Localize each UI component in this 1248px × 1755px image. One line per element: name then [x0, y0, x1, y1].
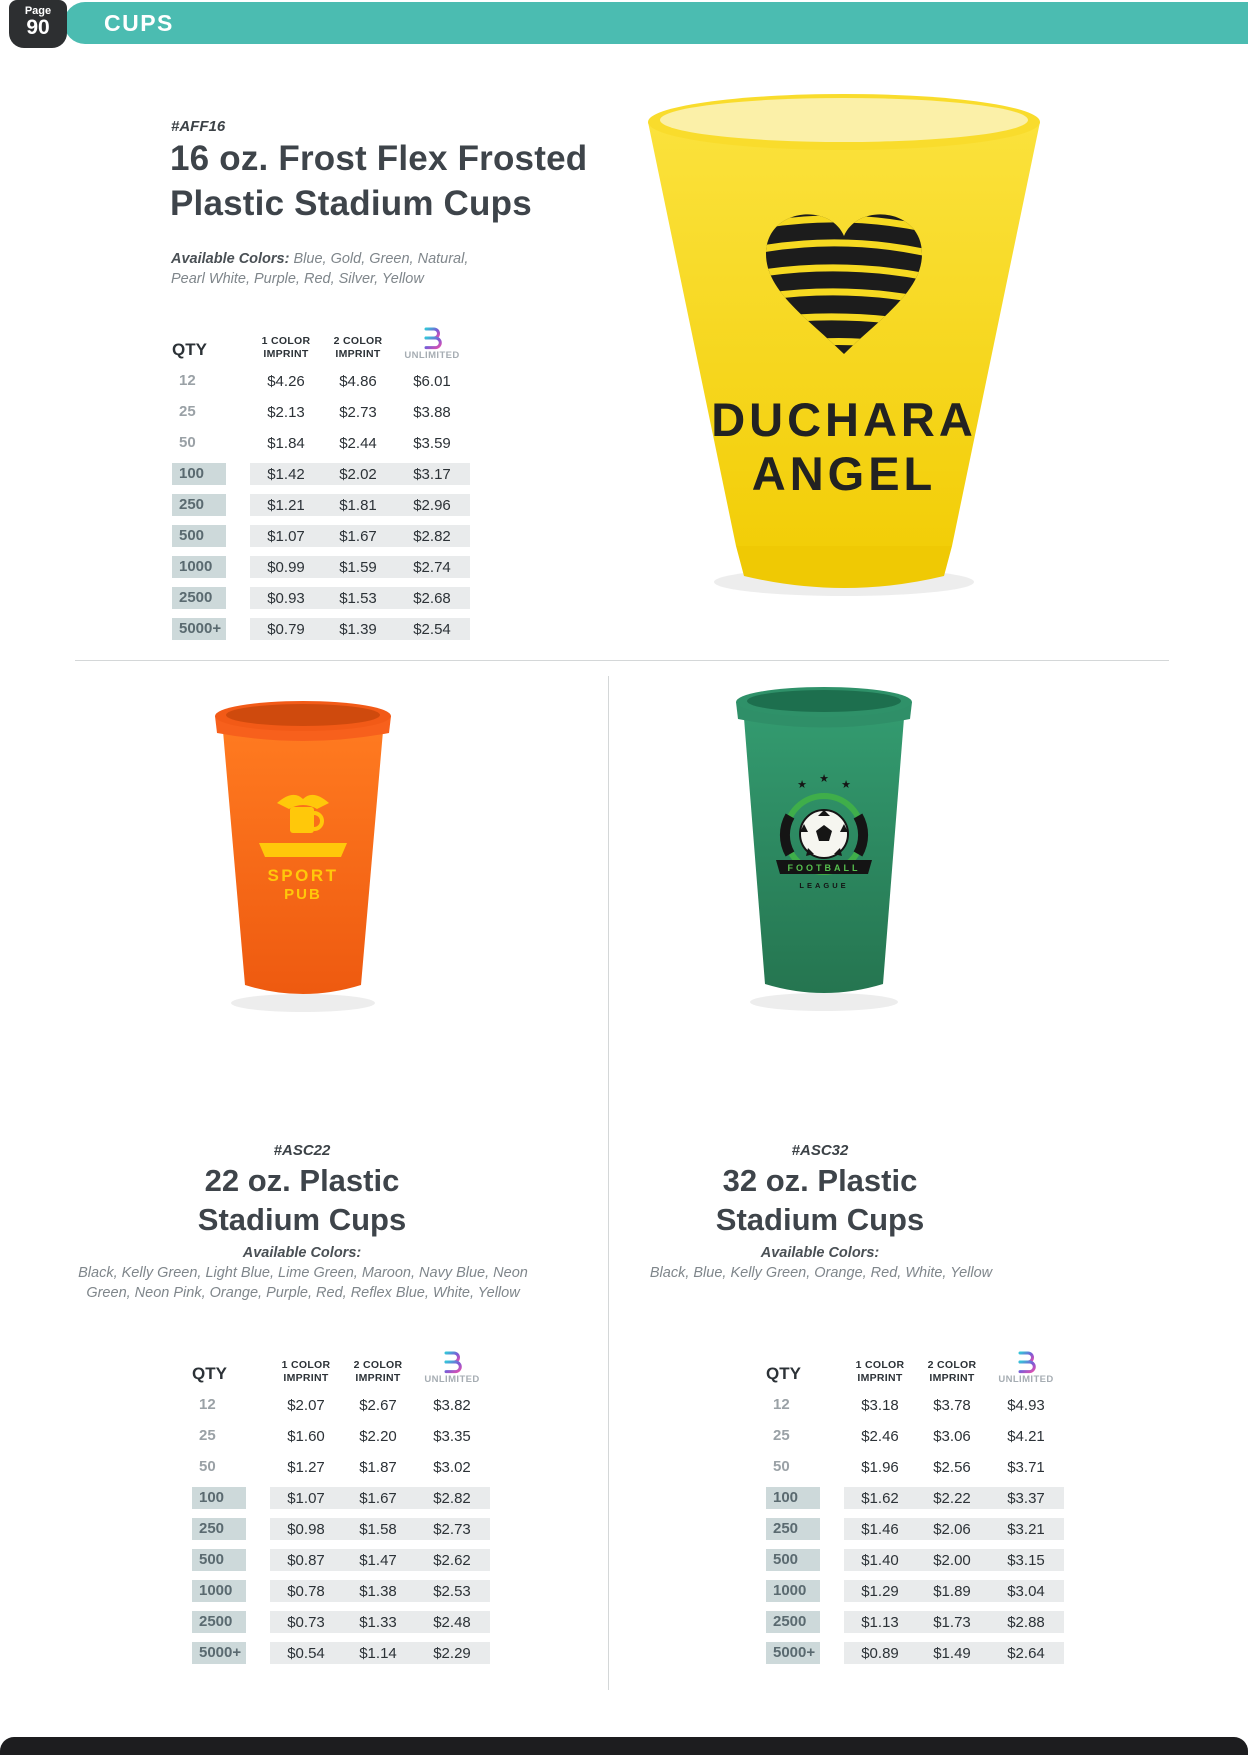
unlimited-price: $3.37: [988, 1487, 1064, 1509]
price-row: [172, 556, 470, 578]
qty-value: 2500: [192, 1611, 246, 1633]
qty-value: 100: [766, 1487, 820, 1509]
qty-value: 25: [179, 403, 196, 420]
one-color-column-header: 1 COLOR IMPRINT: [281, 1359, 331, 1384]
one-color-price: $0.89: [844, 1642, 916, 1664]
available-colors-list: Black, Kelly Green, Light Blue, Lime Green, Maroon, Navy Blue, Neon Green, Neon Pink, Orange, Purple, Red, Reflex Blue, White, Yellow: [78, 1265, 528, 1301]
unlimited-price: $2.29: [414, 1642, 490, 1664]
price-row: [766, 1394, 1064, 1416]
unlimited-price: $2.88: [988, 1611, 1064, 1633]
qty-value: 50: [199, 1458, 216, 1475]
page-number-badge: [9, 0, 67, 48]
unlimited-price: $3.71: [1007, 1458, 1045, 1476]
qty-value: 250: [172, 494, 226, 516]
one-color-price: $0.79: [250, 618, 322, 640]
product-title: [605, 1161, 1035, 1239]
price-row: [172, 401, 470, 423]
one-color-price: $1.62: [844, 1487, 916, 1509]
svg-text:★: ★: [797, 779, 807, 791]
unlimited-price: $4.93: [1007, 1396, 1045, 1414]
available-colors: [171, 249, 483, 289]
two-color-price: $1.53: [322, 587, 394, 609]
two-color-price: $2.56: [933, 1458, 971, 1476]
product-title-line1: 22 oz. Plastic: [204, 1163, 400, 1198]
qty-value: 500: [172, 525, 226, 547]
qty-value: 500: [766, 1549, 820, 1571]
two-color-price: $1.89: [916, 1580, 988, 1602]
one-color-price: $0.99: [250, 556, 322, 578]
one-color-price: $1.07: [270, 1487, 342, 1509]
unlimited-price: $4.21: [1007, 1427, 1045, 1445]
two-color-price: $1.67: [322, 525, 394, 547]
unlimited-column-header: [414, 1338, 490, 1385]
price-row: [766, 1642, 1064, 1664]
qty-value: 2500: [172, 587, 226, 609]
pricing-table: [192, 1329, 490, 1673]
qty-value: 1000: [766, 1580, 820, 1602]
two-color-price: $1.58: [342, 1518, 414, 1540]
one-color-price: $0.78: [270, 1580, 342, 1602]
one-color-price: $1.60: [287, 1427, 325, 1445]
qty-value: 250: [192, 1518, 246, 1540]
pricing-table: [766, 1329, 1064, 1673]
qty-column-header: QTY: [766, 1364, 801, 1383]
qty-value: 100: [192, 1487, 246, 1509]
two-color-price: $2.20: [359, 1427, 397, 1445]
price-row: [192, 1487, 490, 1509]
one-color-price: $1.13: [844, 1611, 916, 1633]
one-color-price: $0.87: [270, 1549, 342, 1571]
qty-value: 5000+: [172, 618, 226, 640]
qty-value: 12: [179, 372, 196, 389]
cup-imprint-text-line2: ANGEL: [751, 447, 937, 500]
price-row: [172, 587, 470, 609]
one-color-price: $2.13: [267, 403, 305, 421]
unlimited-logo-icon: [1013, 1350, 1039, 1374]
two-color-price: $2.44: [339, 434, 377, 452]
price-row: [172, 618, 470, 640]
qty-value: 12: [773, 1396, 790, 1413]
product-sku: #ASC32: [791, 1142, 849, 1159]
one-color-price: $1.21: [250, 494, 322, 516]
price-row: [192, 1642, 490, 1664]
two-color-price: $1.49: [916, 1642, 988, 1664]
unlimited-price: $2.96: [394, 494, 470, 516]
cup-imprint-text-line1: FOOTBALL: [787, 863, 861, 873]
two-color-price: $2.00: [916, 1549, 988, 1571]
price-row: [766, 1580, 1064, 1602]
qty-value: 5000+: [192, 1642, 246, 1664]
one-color-price: $4.26: [267, 372, 305, 390]
unlimited-price: $2.68: [394, 587, 470, 609]
product-title: [87, 1161, 517, 1239]
two-color-price: $1.73: [916, 1611, 988, 1633]
two-color-price: $2.02: [322, 463, 394, 485]
unlimited-price: $2.48: [414, 1611, 490, 1633]
one-color-column-header: 1 COLOR IMPRINT: [855, 1359, 905, 1384]
page-label: Page: [24, 5, 52, 17]
cup-imprint-text-line1: SPORT: [267, 866, 339, 885]
cup-imprint-text-line2: PUB: [284, 886, 322, 903]
product-sku: #AFF16: [171, 118, 226, 135]
two-color-price: $3.06: [933, 1427, 971, 1445]
qty-value: 25: [199, 1427, 216, 1444]
one-color-price: $1.29: [844, 1580, 916, 1602]
two-color-price: $1.39: [322, 618, 394, 640]
unlimited-price: $3.88: [413, 403, 451, 421]
product-title-line1: 16 oz. Frost Flex Frosted: [170, 139, 588, 178]
unlimited-price: $3.59: [413, 434, 451, 452]
unlimited-price: $2.64: [988, 1642, 1064, 1664]
one-color-price: $1.07: [250, 525, 322, 547]
price-row: [766, 1549, 1064, 1571]
product-title-line1: 32 oz. Plastic: [722, 1163, 918, 1198]
two-color-price: $1.33: [342, 1611, 414, 1633]
qty-value: 500: [192, 1549, 246, 1571]
product-sku: #ASC22: [273, 1142, 331, 1159]
unlimited-logo-icon: [419, 326, 445, 350]
price-row: [192, 1425, 490, 1447]
unlimited-column-header: [394, 314, 470, 361]
two-color-price: $1.38: [342, 1580, 414, 1602]
product-image-32oz-cup: [733, 684, 915, 1016]
unlimited-price: $2.62: [414, 1549, 490, 1571]
product-title-line2: Stadium Cups: [715, 1202, 925, 1237]
qty-value: 12: [199, 1396, 216, 1413]
two-color-price: $1.47: [342, 1549, 414, 1571]
unlimited-label: UNLIMITED: [404, 350, 460, 361]
product-image-22oz-cup: [213, 697, 393, 1017]
pricing-table-header: [172, 314, 470, 361]
page-footer-bar: [0, 1737, 1248, 1755]
qty-value: 100: [172, 463, 226, 485]
price-row: [192, 1394, 490, 1416]
pricing-table-header: [192, 1338, 490, 1385]
price-row: [766, 1456, 1064, 1478]
one-color-price: $1.84: [267, 434, 305, 452]
unlimited-price: $6.01: [413, 372, 451, 390]
price-row: [766, 1611, 1064, 1633]
unlimited-label: UNLIMITED: [998, 1374, 1054, 1385]
unlimited-price: $3.35: [433, 1427, 471, 1445]
unlimited-price: $3.82: [433, 1396, 471, 1414]
one-color-price: $1.27: [287, 1458, 325, 1476]
available-colors-list: Blue, Gold, Green, Natural, Pearl White, Purple, Red, Silver, Yellow: [171, 251, 469, 287]
one-color-price: $1.40: [844, 1549, 916, 1571]
qty-value: 5000+: [766, 1642, 820, 1664]
available-colors-label: Available Colors:: [760, 1245, 880, 1261]
one-color-price: $1.46: [844, 1518, 916, 1540]
unlimited-price: $3.02: [433, 1458, 471, 1476]
price-row: [172, 525, 470, 547]
product-title: [170, 136, 587, 226]
price-row: [172, 432, 470, 454]
price-row: [192, 1611, 490, 1633]
two-color-price: $2.73: [339, 403, 377, 421]
two-color-price: $2.06: [916, 1518, 988, 1540]
available-colors-list: Black, Blue, Kelly Green, Orange, Red, White, Yellow: [649, 1265, 993, 1281]
unlimited-price: $2.53: [414, 1580, 490, 1602]
unlimited-logo-icon: [439, 1350, 465, 1374]
product-title-line2: Plastic Stadium Cups: [170, 184, 532, 223]
svg-text:★: ★: [819, 773, 829, 785]
svg-text:★: ★: [841, 779, 851, 791]
unlimited-price: $2.82: [394, 525, 470, 547]
one-color-price: $3.18: [861, 1396, 899, 1414]
available-colors-label-row: [87, 1243, 517, 1263]
available-colors-label-row: [605, 1243, 1035, 1263]
qty-value: 250: [766, 1518, 820, 1540]
unlimited-price: $2.74: [394, 556, 470, 578]
price-row: [192, 1549, 490, 1571]
one-color-price: $0.98: [270, 1518, 342, 1540]
two-color-column-header: 2 COLOR IMPRINT: [927, 1359, 977, 1384]
two-color-price: $2.22: [916, 1487, 988, 1509]
two-color-price: $1.59: [322, 556, 394, 578]
pricing-table: [172, 305, 470, 649]
one-color-price: $0.54: [270, 1642, 342, 1664]
price-row: [192, 1580, 490, 1602]
qty-column-header: QTY: [172, 340, 207, 359]
one-color-column-header: 1 COLOR IMPRINT: [261, 335, 311, 360]
unlimited-price: $2.73: [414, 1518, 490, 1540]
price-row: [766, 1518, 1064, 1540]
price-row: [172, 494, 470, 516]
two-color-price: $1.87: [359, 1458, 397, 1476]
qty-value: 1000: [172, 556, 226, 578]
one-color-price: $0.73: [270, 1611, 342, 1633]
price-row: [192, 1456, 490, 1478]
unlimited-price: $3.17: [394, 463, 470, 485]
page-number: 90: [26, 16, 50, 39]
unlimited-label: UNLIMITED: [424, 1374, 480, 1385]
unlimited-price: $3.21: [988, 1518, 1064, 1540]
product-title-line2: Stadium Cups: [197, 1202, 407, 1237]
section-header-bar: [64, 2, 1248, 44]
horizontal-divider: [75, 660, 1169, 661]
one-color-price: $2.46: [861, 1427, 899, 1445]
qty-column-header: QTY: [192, 1364, 227, 1383]
cup-imprint-text-line1: DUCHARA: [711, 393, 977, 446]
one-color-price: $0.93: [250, 587, 322, 609]
qty-value: 1000: [192, 1580, 246, 1602]
two-color-column-header: 2 COLOR IMPRINT: [333, 335, 383, 360]
available-colors-label: Available Colors:: [171, 251, 290, 267]
qty-value: 25: [773, 1427, 790, 1444]
one-color-price: $2.07: [287, 1396, 325, 1414]
two-color-price: $3.78: [933, 1396, 971, 1414]
two-color-price: $1.67: [342, 1487, 414, 1509]
unlimited-price: $2.82: [414, 1487, 490, 1509]
one-color-price: $1.96: [861, 1458, 899, 1476]
price-row: [766, 1487, 1064, 1509]
product-image-frost-flex-cup: [622, 84, 1067, 606]
cup-imprint-text-line2: LEAGUE: [799, 881, 849, 890]
two-color-price: $1.14: [342, 1642, 414, 1664]
pricing-table-header: [766, 1338, 1064, 1385]
unlimited-price: $3.04: [988, 1580, 1064, 1602]
unlimited-price: $3.15: [988, 1549, 1064, 1571]
unlimited-price: $2.54: [394, 618, 470, 640]
unlimited-column-header: [988, 1338, 1064, 1385]
available-colors-label: Available Colors:: [242, 1245, 362, 1261]
two-color-price: $2.67: [359, 1396, 397, 1414]
section-title: CUPS: [104, 10, 174, 36]
one-color-price: $1.42: [250, 463, 322, 485]
qty-value: 2500: [766, 1611, 820, 1633]
two-color-price: $1.81: [322, 494, 394, 516]
price-row: [172, 370, 470, 392]
two-color-price: $4.86: [339, 372, 377, 390]
price-row: [766, 1425, 1064, 1447]
qty-value: 50: [773, 1458, 790, 1475]
price-row: [192, 1518, 490, 1540]
two-color-column-header: 2 COLOR IMPRINT: [353, 1359, 403, 1384]
qty-value: 50: [179, 434, 196, 451]
price-row: [172, 463, 470, 485]
